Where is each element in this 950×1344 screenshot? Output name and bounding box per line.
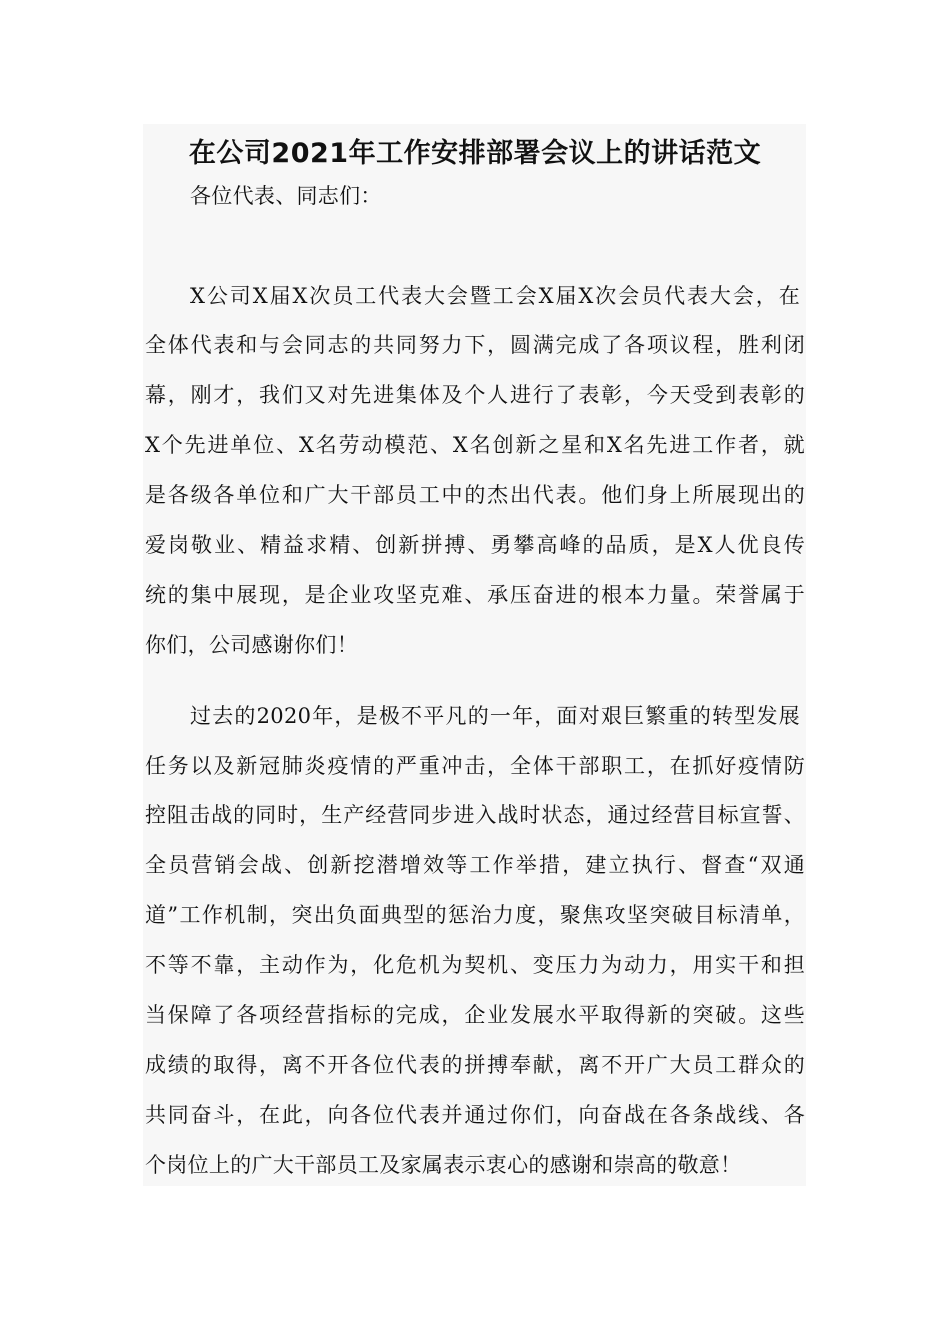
- paragraph2-line: 当保障了各项经营指标的完成，企业发展水平取得新的突破。这些: [145, 1003, 805, 1027]
- paragraph1-line: X公司X届X次员工代表大会暨工会X届X次会员代表大会，在: [190, 284, 800, 308]
- paragraph2-line: 任务以及新冠肺炎疫情的严重冲击，全体干部职工，在抓好疫情防: [145, 754, 805, 778]
- paragraph1-line: 全体代表和与会同志的共同努力下，圆满完成了各项议程，胜利闭: [145, 333, 805, 357]
- paragraph2-line: 全员营销会战、创新挖潜增效等工作举措，建立执行、督查“双通: [145, 853, 805, 877]
- paragraph2-line: 不等不靠，主动作为，化危机为契机、变压力为动力，用实干和担: [145, 953, 805, 977]
- paragraph2-line: 共同奋斗，在此，向各位代表并通过你们，向奋战在各条战线、各: [145, 1103, 805, 1127]
- paragraph1-line: 爱岗敬业、精益求精、创新拼搏、勇攀高峰的品质，是X人优良传: [145, 533, 805, 557]
- document-title: 在公司2021年工作安排部署会议上的讲话范文: [188, 138, 762, 169]
- paragraph2-line: 控阻击战的同时，生产经营同步进入战时状态，通过经营目标宣誓、: [145, 803, 805, 827]
- paragraph2-line: 道”工作机制，突出负面典型的惩治力度，聚焦攻坚突破目标清单，: [145, 903, 805, 927]
- paragraph1-line: 幕，刚才，我们又对先进集体及个人进行了表彰，今天受到表彰的: [145, 383, 805, 407]
- paragraph1-line: 你们，公司感谢你们！: [145, 633, 358, 657]
- paragraph2-line: 个岗位上的广大干部员工及家属表示衷心的感谢和崇高的敬意！: [145, 1153, 742, 1177]
- paragraph1-line: 是各级各单位和广大干部员工中的杰出代表。他们身上所展现出的: [145, 483, 805, 507]
- paragraph1-line: X个先进单位、X名劳动模范、X名创新之星和X名先进工作者，就: [145, 433, 805, 457]
- salutation: 各位代表、同志们：: [190, 184, 382, 208]
- paragraph2-line: 过去的2020年，是极不平凡的一年，面对艰巨繁重的转型发展: [190, 704, 800, 728]
- paragraph2-line: 成绩的取得，离不开各位代表的拼搏奉献，离不开广大员工群众的: [145, 1053, 805, 1077]
- paragraph1-line: 统的集中展现，是企业攻坚克难、承压奋进的根本力量。荣誉属于: [145, 583, 805, 607]
